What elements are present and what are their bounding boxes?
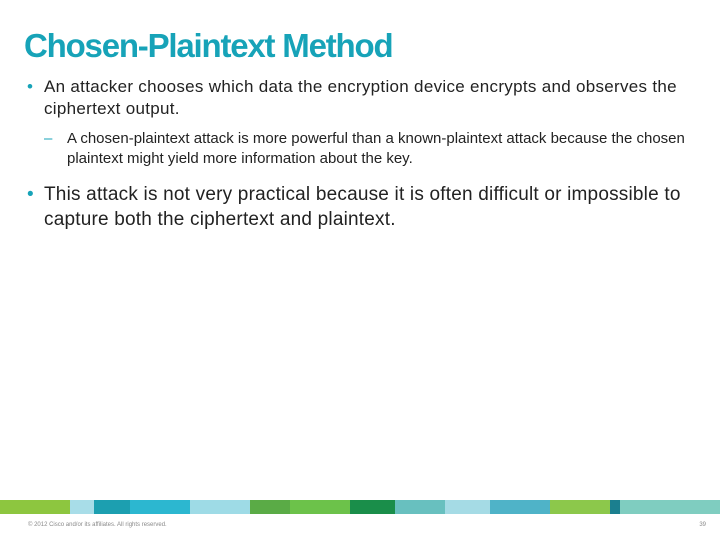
bullet-marker: • — [27, 184, 34, 205]
bullet-text: This attack is not very practical because it is often difficult or impossible to capture both the ciphertext and plaintext. — [44, 184, 681, 230]
bullet-text: An attacker chooses which data the encryption device encrypts and observes the ciphertext output. — [44, 77, 677, 118]
bullet-item — [27, 182, 697, 232]
copyright-notice: © 2012 Cisco and/or its affiliates. All rights reserved. — [28, 522, 167, 528]
bullet-marker: • — [27, 77, 34, 96]
stripe-segment — [190, 500, 250, 514]
slide-title: Chosen-Plaintext Method — [24, 27, 393, 64]
stripe-segment — [445, 500, 490, 514]
stripe-segment — [350, 500, 395, 514]
stripe-segment — [490, 500, 550, 514]
stripe-segment — [290, 500, 350, 514]
slide-body — [27, 76, 697, 232]
stripe-segment — [130, 500, 190, 514]
stripe-segment — [94, 500, 130, 514]
sub-bullet-item — [27, 129, 697, 169]
stripe-segment — [620, 500, 720, 514]
stripe-segment — [550, 500, 610, 514]
page-number: 39 — [699, 522, 706, 528]
stripe-segment — [610, 500, 620, 514]
stripe-segment — [0, 500, 70, 514]
stripe-segment — [70, 500, 94, 514]
stripe-segment — [395, 500, 445, 514]
sub-bullet-text: A chosen-plaintext attack is more powerful than a known-plaintext attack because the chosen plaintext might yield more information about the key. — [67, 130, 685, 167]
stripe-segment — [250, 500, 290, 514]
sub-bullet-marker: – — [44, 130, 53, 147]
footer-color-stripe — [0, 500, 720, 514]
bullet-item — [27, 76, 697, 120]
